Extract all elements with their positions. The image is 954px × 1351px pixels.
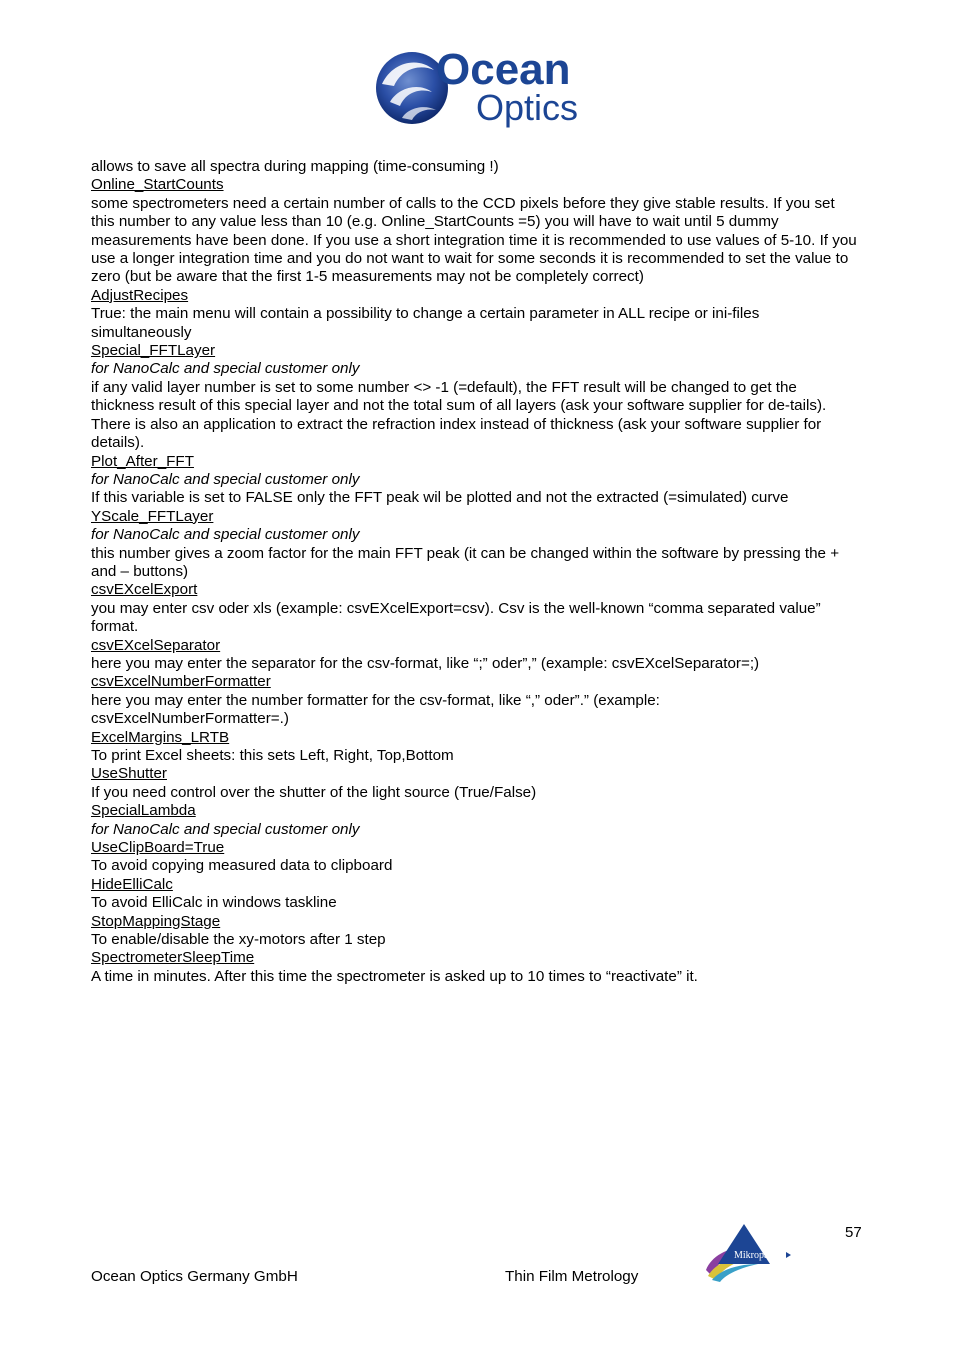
note-text: for NanoCalc and special customer only bbox=[91, 360, 360, 378]
parameter-heading: Online_StartCounts bbox=[91, 176, 224, 194]
body-text: allows to save all spectra during mapping (time-consuming !) bbox=[91, 158, 499, 175]
logo-word-ocean: Ocean bbox=[436, 45, 571, 94]
body-text: To enable/disable the xy-motors after 1 step bbox=[91, 931, 386, 949]
body-text: here you may enter the separator for the csv-format, like “;” oder”,” (example: csvEXcelSeparator=;) bbox=[91, 654, 760, 672]
body-text: There is also an application to extract the refraction index instead of thickness (ask your software supplier for details). bbox=[91, 415, 822, 452]
body-text: To print Excel sheets: this sets Left, Right, Top,Bottom bbox=[91, 747, 454, 764]
body-text: To avoid copying measured data to clipboard bbox=[91, 857, 393, 875]
parameter-heading: SpectrometerSleepTime bbox=[91, 949, 255, 967]
parameter-heading: csvEXcelExport bbox=[91, 581, 198, 599]
body-text: you may enter csv oder xls (example: csvEXcelExport=csv). Csv is the well-known “comma separated value” format. bbox=[91, 599, 821, 636]
body-text: To avoid ElliCalc in windows taskline bbox=[91, 894, 337, 912]
page-number: 57 bbox=[845, 1224, 862, 1241]
note-text: for NanoCalc and special customer only bbox=[91, 470, 360, 488]
parameter-heading: ExcelMargins_LRTB bbox=[91, 728, 230, 746]
parameter-heading: csvExcelNumberFormatter bbox=[91, 673, 271, 691]
logo-word-optics: Optics bbox=[476, 87, 579, 128]
body-text: some spectrometers need a certain number of calls to the CCD pixels before they give stable results. If you set this number to any value less than 10 (e.g. Online_StartCounts =5) you will have to wait until 5 dummy measurements have been done. If you use a short integration time it is recommended to use values of 5-10. If you use a longer integration time and you do not want to wait for some seconds it is recommended to set the value to zero (but be aware that the first 1-5 measurements may not be completely correct) bbox=[91, 194, 857, 286]
note-text: for NanoCalc and special customer only bbox=[91, 820, 360, 838]
parameter-heading: UseShutter bbox=[91, 765, 167, 783]
parameter-heading: csvEXcelSeparator bbox=[91, 636, 221, 654]
note-text: for NanoCalc and special customer only bbox=[91, 526, 360, 544]
footer-title: Thin Film Metrology bbox=[505, 1268, 639, 1285]
parameter-heading: UseClipBoard=True bbox=[91, 839, 225, 857]
parameter-heading: StopMappingStage bbox=[91, 912, 221, 930]
parameter-heading: YScale_FFTLayer bbox=[91, 507, 214, 525]
ocean-optics-logo bbox=[372, 40, 596, 132]
mikropack-logo bbox=[700, 1220, 795, 1286]
body-text: this number gives a zoom factor for the main FFT peak (it can be changed within the software by pressing the + and – buttons) bbox=[91, 544, 840, 580]
footer-company: Ocean Optics Germany GmbH bbox=[91, 1268, 298, 1285]
parameter-heading: HideElliCalc bbox=[91, 875, 173, 893]
body-text: True: the main menu will contain a possibility to change a certain parameter in ALL recipe or ini-files simultaneously bbox=[91, 305, 760, 341]
body-text: If this variable is set to FALSE only the FFT peak wil be plotted and not the extracted (=simulated) curve bbox=[91, 489, 789, 507]
body-text: A time in minutes. After this time the spectrometer is asked up to 10 times to “reactivate” it. bbox=[91, 967, 698, 985]
body-text: If you need control over the shutter of the light source (True/False) bbox=[91, 783, 537, 801]
body-text: if any valid layer number is set to some number <> -1 (=default), the FFT result will be changed to get the thickness result of this special layer and not the total sum of all layers (ask your software supplier for de-tails). bbox=[91, 378, 827, 415]
parameter-heading: Plot_After_FFT bbox=[91, 452, 194, 470]
parameter-heading: Special_FFTLayer bbox=[91, 342, 216, 360]
document-body bbox=[91, 158, 861, 986]
body-text: here you may enter the number formatter for the csv-format, like “,” oder”.” (example: csvExcelNumberFormatter=.) bbox=[91, 691, 660, 728]
parameter-heading: AdjustRecipes bbox=[91, 286, 189, 304]
mikropack-text: Mikropack bbox=[734, 1250, 778, 1261]
parameter-heading: SpecialLambda bbox=[91, 802, 196, 820]
